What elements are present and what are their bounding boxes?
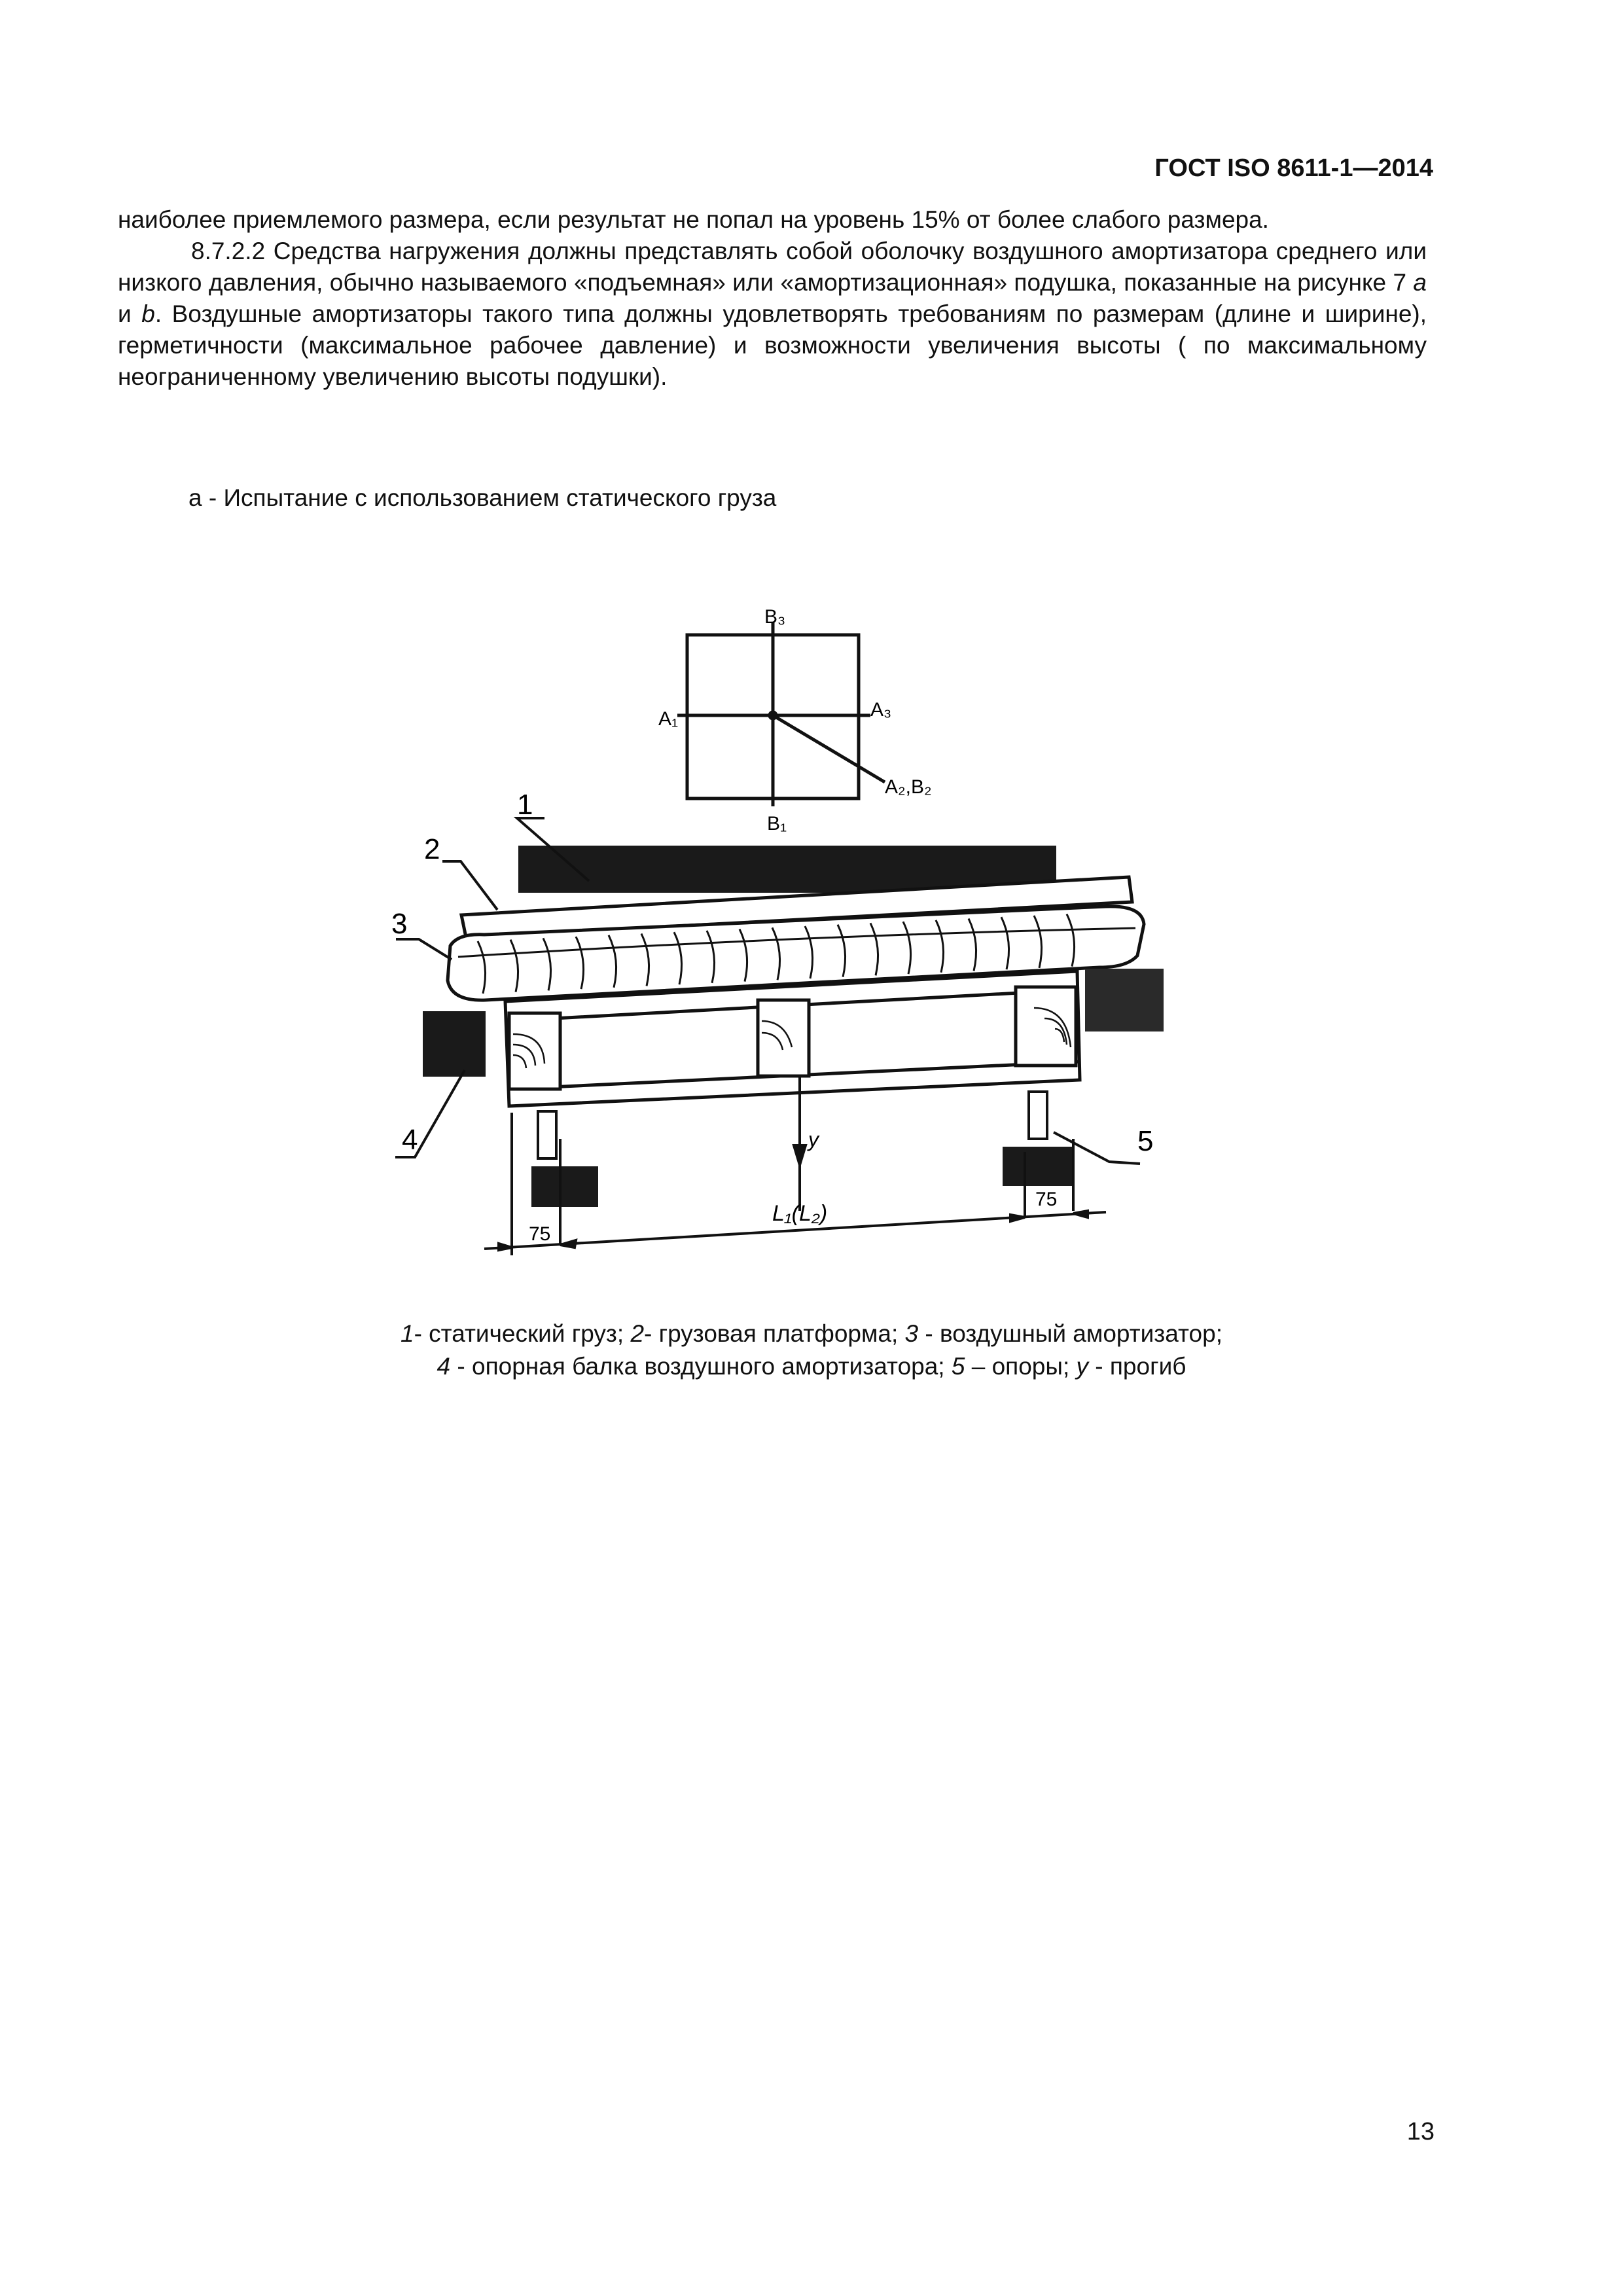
label-b3: B₃ [764,606,786,628]
label-deflection: y [808,1128,819,1151]
beam-center [758,1000,809,1076]
legend-text: - воздушный амортизатор; [918,1320,1222,1347]
legend-text: – опоры; [965,1353,1077,1380]
legend-number: y [1076,1353,1089,1380]
callout-2: 2 [424,833,440,865]
support-left [531,1111,598,1207]
plan-view [677,622,885,806]
label-b1: B₁ [767,813,787,834]
legend-number: 4 [437,1353,451,1380]
legend-text: - статический груз; [414,1320,631,1347]
callout-5: 5 [1137,1125,1154,1157]
label-a3: A₃ [870,699,892,721]
page-number: 13 [1406,2118,1435,2145]
legend-number: 3 [904,1320,919,1347]
paragraph-continuation: наиболее приемлемого размера, если результат не попал на уровень 15% от более слабого размера. [118,206,1269,233]
legend-text: - прогиб [1088,1353,1186,1380]
paragraph-part: и [118,300,142,327]
callout-3: 3 [391,908,408,940]
legend-number: 2 [630,1320,645,1347]
paragraph-part: 8.7.2.2 Средства нагружения должны представлять собой оболочку воздушного амортизатора среднего или низкого давления, обычно называемого «подъемная» или «амортизационная» подушка, показанные на рисунке 7 [118,238,1427,296]
dim-span: L₁(L₂) [772,1201,828,1226]
center-point [770,712,776,719]
legend-line-1 [0,1318,1623,1350]
legend-line-2 [0,1350,1623,1383]
dim-left: 75 [529,1223,551,1245]
legend-text: - опорная балка воздушного амортизатора; [450,1353,952,1380]
deflection-arrow [794,1077,806,1211]
right-block [1085,969,1164,1031]
support-right [1003,1092,1072,1186]
callout-4: 4 [402,1124,418,1156]
figure-subcaption: а - Испытание с использованием статического груза [188,484,777,511]
left-block [423,1011,486,1077]
document-header: ГОСТ ISO 8611-1—2014 [1154,154,1433,182]
diagonal-a2-b2 [773,715,885,782]
beam-end-left [509,1013,560,1089]
callout-1: 1 [517,789,533,821]
label-a1: A₁ [658,708,679,730]
legend-text: - грузовая платформа; [644,1320,905,1347]
legend-number: 5 [951,1353,965,1380]
paragraph-part: . Воздушные амортизаторы такого типа должны удовлетворять требованиям по размерам (длине и ширине), герметичности (максимальное рабочее давление) и возможности увеличения высоты ( по максимальному неограниченному увеличению высоты подушки). [118,300,1427,390]
legend-number: 1 [401,1320,414,1347]
figure-ref-a: a [1413,269,1427,296]
figure-ref-b: b [141,300,155,327]
beam-end-right [1016,987,1076,1066]
dim-right: 75 [1035,1189,1058,1210]
figure-legend [0,1318,1623,1383]
label-a2-b2: A₂,B₂ [885,776,932,798]
